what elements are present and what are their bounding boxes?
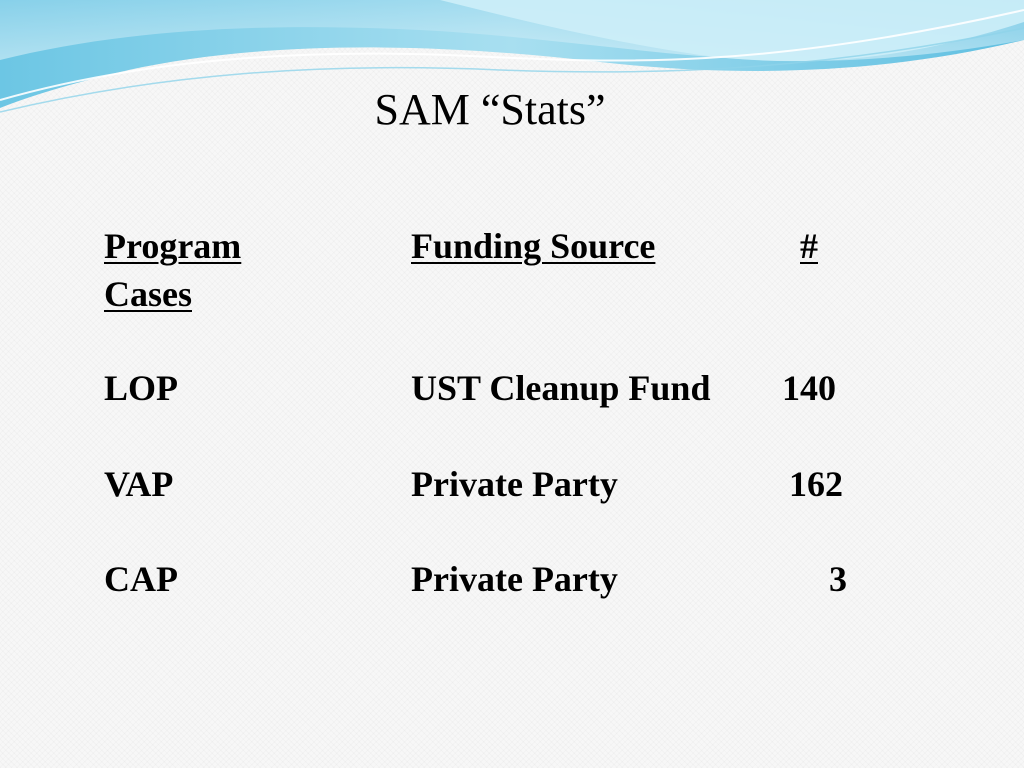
row-3-funding: Private Party bbox=[411, 559, 618, 599]
row-2-program: VAP bbox=[104, 464, 174, 504]
slide-title-text: SAM “Stats” bbox=[374, 85, 606, 134]
row-1-program: LOP bbox=[104, 368, 179, 408]
row-3-count: 3 bbox=[829, 559, 847, 599]
header-count: # bbox=[800, 226, 818, 266]
row-2-count: 162 bbox=[789, 464, 843, 504]
row-3-program: CAP bbox=[104, 559, 178, 599]
row-1-count: 140 bbox=[782, 368, 836, 408]
slide-title bbox=[0, 84, 1024, 136]
row-1-funding: UST Cleanup Fund bbox=[411, 368, 711, 408]
header-program-cases: Program Cases bbox=[104, 226, 242, 314]
header-funding-source: Funding Source bbox=[411, 226, 656, 266]
row-2-funding: Private Party bbox=[411, 464, 618, 504]
